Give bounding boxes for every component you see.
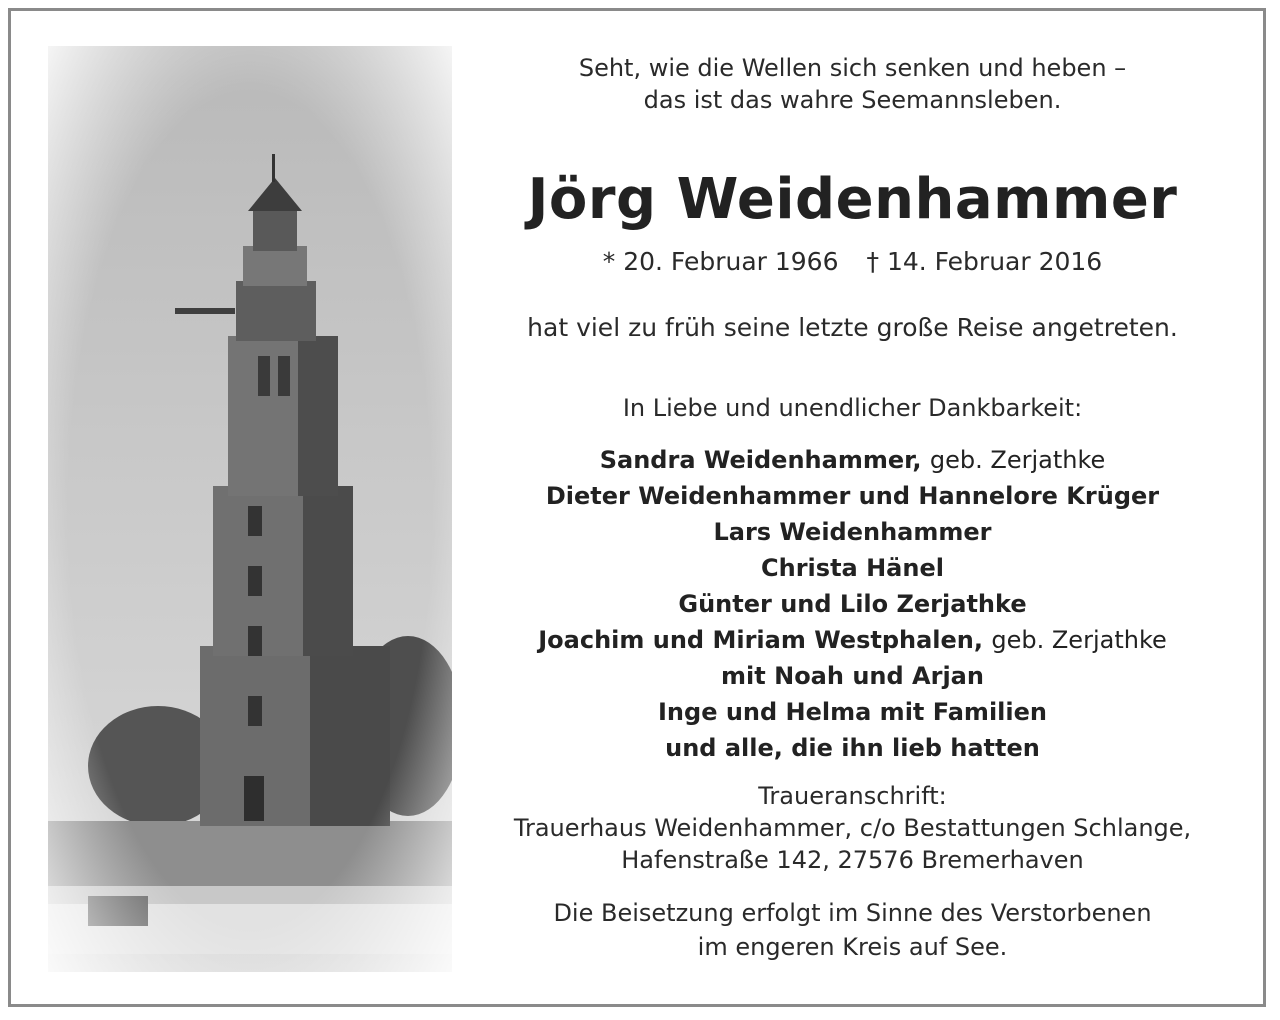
deceased-name: Jörg Weidenhammer [527,167,1178,232]
motto-line-2: das ist das wahre Seemannsleben. [643,86,1062,114]
family-member: Sandra Weidenhammer, geb. Zerjathke [599,446,1106,474]
family-member: und alle, die ihn lieb hatten [665,734,1040,762]
life-dates [465,246,1240,278]
lighthouse-image [48,46,452,972]
address-line-2: Hafenstraße 142, 27576 Bremerhaven [621,846,1084,874]
obituary-text [465,52,1240,964]
address-label: Traueranschrift: [758,782,947,810]
burial-notice [465,896,1240,964]
family-member: Lars Weidenhammer [713,518,992,546]
family-member: Christa Hänel [761,554,944,582]
dedication: In Liebe und unendlicher Dankbarkeit: [622,394,1083,422]
burial-line-1: Die Beisetzung erfolgt im Sinne des Verstorbenen [553,899,1152,927]
family-member: Joachim und Miriam Westphalen, geb. Zerjathke [538,626,1167,654]
lighthouse-photo [48,46,452,972]
family-list [465,442,1240,766]
family-member: Inge und Helma mit Familien [658,698,1047,726]
burial-line-2: im engeren Kreis auf See. [697,933,1008,961]
mourning-address [465,780,1240,876]
family-member: Günter und Lilo Zerjathke [678,590,1027,618]
family-member: Dieter Weidenhammer und Hannelore Krüger [545,482,1160,510]
family-member: mit Noah und Arjan [721,662,984,690]
motto-line-1: Seht, wie die Wellen sich senken und heben – [578,54,1127,82]
birth-date: * 20. Februar 1966 [602,247,839,276]
address-line-1: Trauerhaus Weidenhammer, c/o Bestattungen Schlange, [513,814,1192,842]
message: hat viel zu früh seine letzte große Reise angetreten. [527,313,1178,342]
death-date: † 14. Februar 2016 [866,247,1103,276]
